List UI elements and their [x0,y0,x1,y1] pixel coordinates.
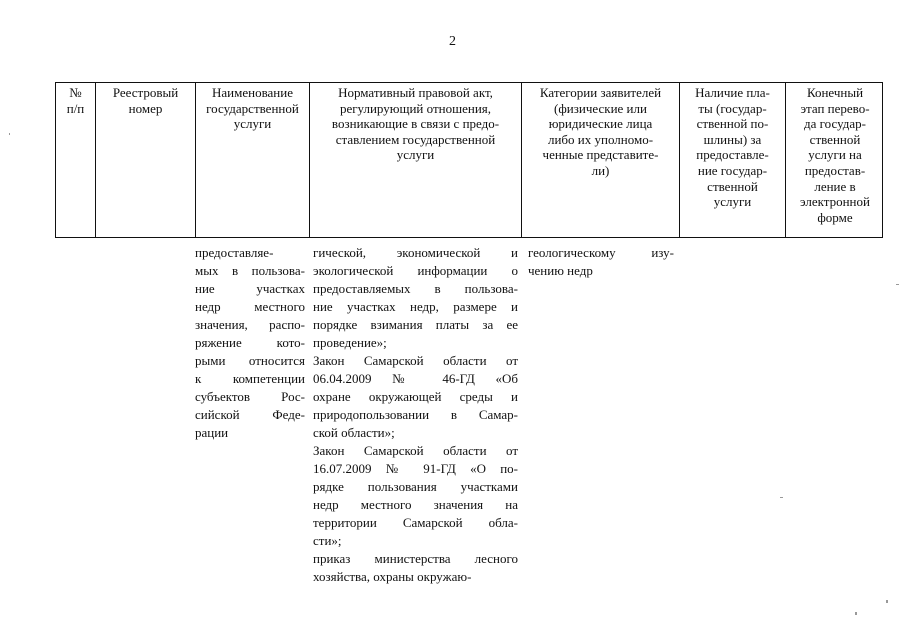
header-line: ние государ- [697,162,768,178]
header-line: шлины) за [703,131,762,147]
header-line: форме [817,209,853,225]
text-line: ние участках недр, размере и [313,299,518,314]
text-line: Закон Самарской области от [313,443,518,458]
text-line: гической, экономической и [313,245,518,260]
header-line: да государ- [804,116,866,132]
text-line: геологическому изу- [528,245,674,260]
header-cell-number [56,83,96,237]
text-line: предоставляемых в пользова- [313,281,518,296]
text-line: природопользовании в Самар- [313,407,518,422]
scan-speck [855,612,857,615]
header-line: ственной [707,178,758,194]
header-line: Конечный [806,85,864,100]
header-line: (физические или [554,100,647,116]
text-line: значения, распо- [195,317,305,332]
text-line: чению недр [528,263,593,278]
header-line: предоставле- [696,147,769,163]
header-line: ственной по- [696,116,769,132]
header-line: государственной [206,100,299,116]
text-line: ние участках [195,281,305,296]
text-line: приказ министерства лесного [313,551,518,566]
header-line: либо их уполномо- [547,131,654,147]
header-cell-applicant-categories [522,83,680,237]
text-line: проведение»; [313,335,387,350]
text-line: сийской Феде- [195,407,305,422]
header-line: этап перево- [800,100,870,116]
header-line: электронной [800,194,870,210]
body-applicant-text [528,244,674,280]
header-line: номер [128,100,163,116]
header-line: ление в [814,178,856,194]
header-line: ли) [591,162,610,178]
header-cell-legal-act [310,83,522,237]
header-cell-service-name [196,83,310,237]
header-line: юридические лица [548,116,653,132]
text-line: 06.04.2009 № 46-ГД «Об [313,371,518,386]
header-line: ставлением государственной [335,131,496,147]
table-header-row [55,82,883,238]
text-line: хозяйства, охраны окружаю- [313,569,472,584]
scan-speck [896,284,899,285]
header-line: возникающие в связи с предо- [331,116,500,132]
text-line: предоставляе- [195,245,274,260]
text-line: к компетенции [195,371,305,386]
text-line: недр местного [195,299,305,314]
text-line: рядке пользования участками [313,479,518,494]
text-line: 16.07.2009 № 91-ГД «О по- [313,461,518,476]
text-line: ской области»; [313,425,395,440]
scan-speck [9,133,10,135]
text-line: экологической информации о [313,263,518,278]
text-line: территории Самарской обла- [313,515,518,530]
scan-speck [886,600,888,603]
text-line: мых в пользова- [195,263,305,278]
header-line: услуги [713,194,752,210]
header-cell-registry-number [96,83,196,237]
header-line: ты (государ- [698,100,767,116]
header-cell-electronic-stage [786,83,884,237]
text-line: Закон Самарской области от [313,353,518,368]
text-line: охране окружающей среды и [313,389,518,404]
header-line: предостав- [804,162,866,178]
header-line: услуги на [808,147,862,163]
header-line: ченные представите- [542,147,659,163]
text-line: субъектов Рос- [195,389,305,404]
header-line: ственной [809,131,861,147]
header-line: Наличие пла- [695,85,770,100]
text-line: рации [195,425,229,440]
text-line: сти»; [313,533,342,548]
header-cell-fee [680,83,786,237]
header-line: услуги [233,116,272,132]
body-service-name-text [195,244,305,442]
text-line: порядке взимания платы за ее [313,317,518,332]
scan-speck [780,497,783,498]
header-line: п/п [66,100,85,116]
header-line: Категории заявителей [539,85,662,100]
header-line: регулирующий отношения, [339,100,492,116]
header-line: № [69,85,82,100]
text-line: недр местного значения на [313,497,518,512]
header-line: услуги [396,147,435,163]
header-line: Наименование [212,85,293,100]
header-line: Реестровый [112,85,179,100]
text-line: рыми относится [195,353,305,368]
body-legal-act-text [313,244,518,586]
text-line: ряжение кото- [195,335,305,350]
page-number: 2 [449,34,456,49]
header-line: Нормативный правовой акт, [338,85,493,100]
